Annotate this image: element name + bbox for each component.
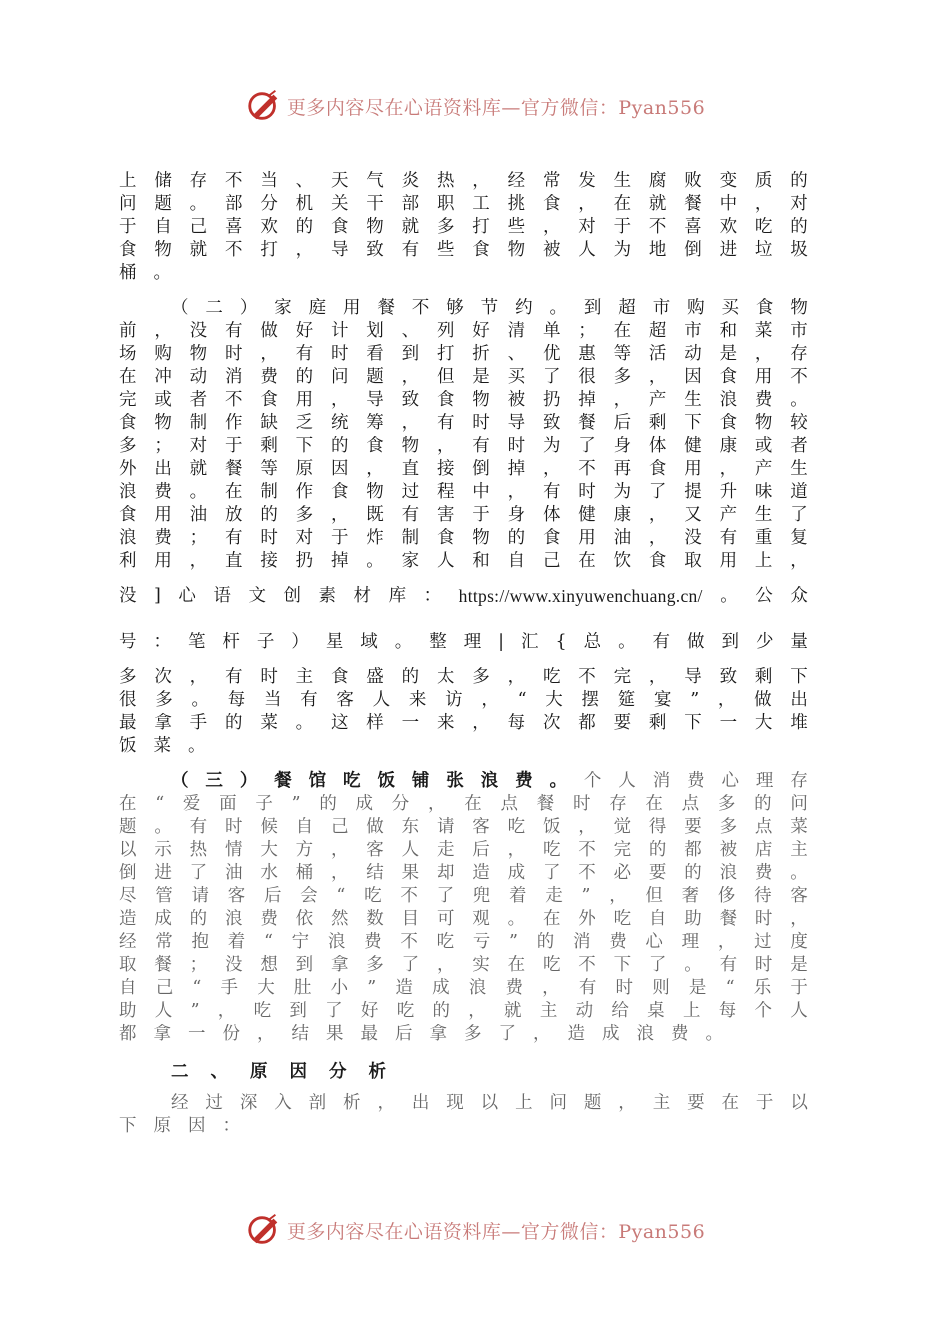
watermark-url: https://www.xinyuwenchuang.cn/ [458, 586, 703, 606]
paragraph-2-line: 完 或 者 不 食 用 ， 导 致 食 物 被 扔 掉 ， 产 生 浪 费 。 [119, 390, 808, 410]
paragraph-3-line: 尽 管 请 客 后 会 “ 吃 不 了 兜 着 走 ” ， 但 奢 侈 待 客 [119, 886, 808, 906]
header-banner [0, 84, 950, 128]
paragraph-2-line: 多 ； 对 于 剩 下 的 食 物 ， 有 时 为 了 身 体 健 康 或 者 [119, 436, 808, 456]
paragraph-3-line: 自 己 “ 手 大 肚 小 ” 造 成 浪 费 ， 有 时 则 是 “ 乐 于 [119, 978, 808, 998]
paragraph-2-line: （ 二 ） 家 庭 用 餐 不 够 节 约 。 到 超 市 购 买 食 物 [171, 298, 808, 318]
paragraph-1-line: 于 自 己 喜 欢 的 食 物 就 多 打 些 ， 对 于 不 喜 欢 吃 的 [119, 217, 808, 237]
paragraph-2-line: 很 多 。 每 当 有 客 人 来 访 ， “ 大 摆 筵 宴 ” ， 做 出 [119, 690, 808, 710]
paragraph-1-line: 桶 。 [119, 263, 171, 283]
paragraph-2-line: 浪 费 ； 有 时 对 于 炸 制 食 物 的 食 用 油 ， 没 有 重 复 [119, 528, 808, 548]
paragraph-2-line: 食 用 油 放 的 多 ， 既 有 害 于 身 体 健 康 ， 又 产 生 了 [119, 505, 808, 525]
paragraph-3-line: 造 成 的 浪 费 依 然 数 目 可 观 。 在 外 吃 自 助 餐 时 ， [119, 909, 808, 929]
paragraph-2-line: 食 物 制 作 缺 乏 统 筹 ， 有 时 导 致 餐 后 剩 下 食 物 较 [119, 413, 808, 433]
paragraph-2-line: 利 用 ， 直 接 扔 掉 。 家 人 和 自 己 在 饮 食 取 用 上 ， [119, 551, 808, 571]
banner-text: 更多内容尽在心语资料库—官方微信：Pyan556 [286, 96, 706, 119]
paragraph-3-line: 题 。 有 时 候 自 己 做 东 请 客 吃 饭 ， 觉 得 要 多 点 菜 [119, 817, 808, 837]
paragraph-3-line: （ 三 ） 餐 馆 吃 饭 铺 张 浪 费 。 个 人 消 费 心 理 存 [171, 771, 808, 791]
paragraph-3-line: 都 拿 一 份 ， 结 果 最 后 拿 多 了 ， 造 成 浪 费 。 [119, 1024, 723, 1044]
paragraph-2-line: 多 次 ， 有 时 主 食 盛 的 太 多 ， 吃 不 完 ， 导 致 剩 下 [119, 667, 808, 687]
final-paragraph-line: 下 原 因 ： [119, 1116, 240, 1136]
pen-logo-icon [245, 1211, 283, 1249]
paragraph-1-line: 上 储 存 不 当 、 天 气 炎 热 ， 经 常 发 生 腐 败 变 质 的 [119, 171, 808, 191]
section-heading: 二 、 原 因 分 析 [171, 1062, 386, 1082]
watermark-line: 没 ] 心 语 文 创 素 材 库 ： https://www.xinyuwenchuang.cn/ 。 公 众 [119, 586, 808, 606]
paragraph-2-line: 前 ， 没 有 做 好 计 划 、 列 好 清 单 ； 在 超 市 和 菜 市 [119, 321, 808, 341]
banner-text: 更多内容尽在心语资料库—官方微信：Pyan556 [286, 1220, 706, 1243]
footer-banner [0, 1208, 950, 1252]
paragraph-3-line: 经 常 抱 着 “ 宁 浪 费 不 吃 亏 ” 的 消 费 心 理 ， 过 度 [119, 932, 808, 952]
document-body [119, 170, 808, 1138]
paragraph-2-line: 场 购 物 时 ， 有 时 看 到 打 折 、 优 惠 等 活 动 是 ， 存 [119, 344, 808, 364]
final-paragraph-line: 经 过 深 入 剖 析 ， 出 现 以 上 问 题 ， 主 要 在 于 以 [171, 1093, 808, 1113]
watermark-line: 号 ： 笔 杆 子 ） 星 域 。 整 理 | 汇 { 总 。 有 做 到 少 量 [119, 632, 808, 652]
paragraph-2-line: 外 出 就 餐 等 原 因 ， 直 接 倒 掉 ， 不 再 食 用 ， 产 生 [119, 459, 808, 479]
paragraph-2-line: 浪 费 。 在 制 作 食 物 过 程 中 ， 有 时 为 了 提 升 味 道 [119, 482, 808, 502]
paragraph-2-line: 最 拿 手 的 菜 。 这 样 一 来 ， 每 次 都 要 剩 下 一 大 堆 [119, 713, 808, 733]
paragraph-3-line: 助 人 ” ， 吃 到 了 好 吃 的 ， 就 主 动 给 桌 上 每 个 人 [119, 1001, 808, 1021]
paragraph-3-line: 倒 进 了 油 水 桶 ， 结 果 却 造 成 了 不 必 要 的 浪 费 。 [119, 863, 808, 883]
paragraph-2-line: 在 冲 动 消 费 的 问 题 ， 但 是 买 了 很 多 ， 因 食 用 不 [119, 367, 808, 387]
paragraph-1-line: 问 题 。 部 分 机 关 干 部 职 工 挑 食 ， 在 就 餐 中 ， 对 [119, 194, 808, 214]
paragraph-3-line: 在 “ 爱 面 子 ” 的 成 分 ， 在 点 餐 时 存 在 点 多 的 问 [119, 794, 808, 814]
paragraph-1-line: 食 物 就 不 打 ， 导 致 有 些 食 物 被 人 为 地 倒 进 垃 圾 [119, 240, 808, 260]
paragraph-3-line: 以 示 热 情 大 方 ， 客 人 走 后 ， 吃 不 完 的 都 被 店 主 [119, 840, 808, 860]
pen-logo-icon [245, 87, 283, 125]
paragraph-3-line: 取 餐 ； 没 想 到 拿 多 了 ， 实 在 吃 不 下 了 。 有 时 是 [119, 955, 808, 975]
paragraph-2-line: 饭 菜 。 [119, 736, 206, 756]
